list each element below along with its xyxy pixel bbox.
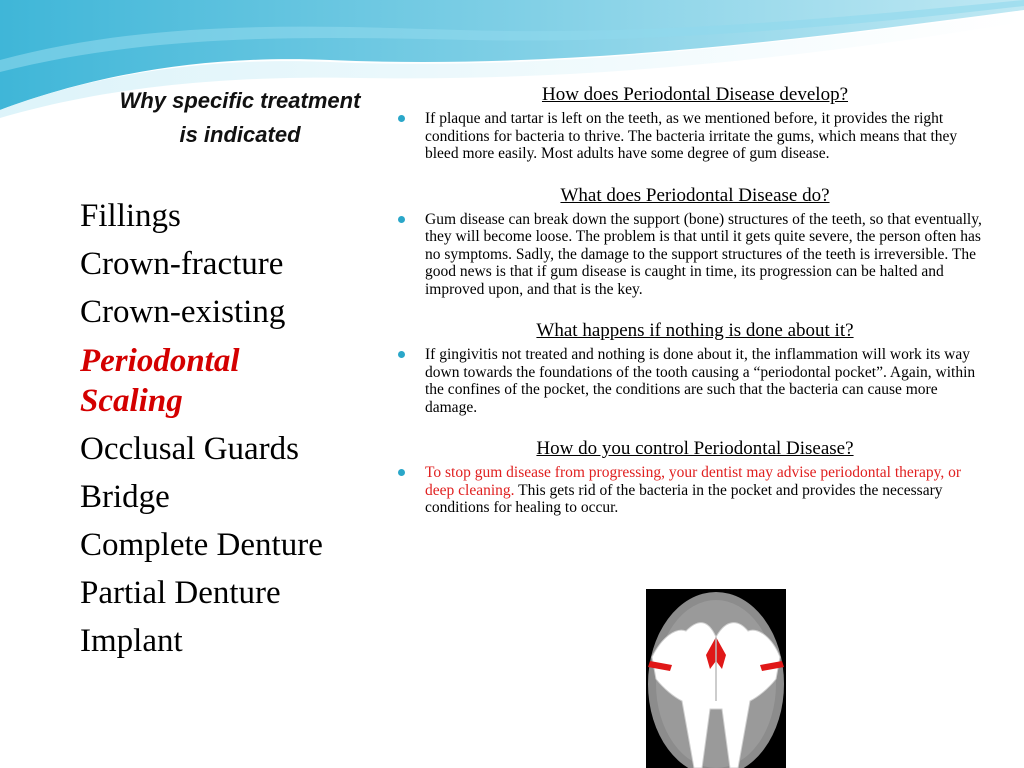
treatment-list <box>80 192 340 665</box>
section-paragraph <box>398 346 992 416</box>
section-heading: What happens if nothing is done about it? <box>536 320 854 341</box>
slide-title-line1: Why specific treatment <box>119 88 361 113</box>
treatment-item: Partial Denture <box>80 575 281 611</box>
paragraph-text: This gets rid of the bacteria in the pocket and provides the necessary conditions for healing to occur. <box>425 481 943 516</box>
section-heading: How does Periodontal Disease develop? <box>541 84 849 105</box>
bullet-icon <box>398 115 405 122</box>
section-heading: How do you control Periodontal Disease? <box>536 438 854 459</box>
molar-teeth-graphic <box>646 589 786 768</box>
treatment-item: Bridge <box>80 479 170 515</box>
treatment-item: Crown-existing <box>80 294 286 330</box>
treatment-item: Complete Denture <box>80 527 323 563</box>
paragraph-text: If gingivitis not treated and nothing is done about it, the inflammation will work its way down towards the foundations of the tooth causing a “periodontal pocket”. Again, within the confines of the pocket, the conditions are such that the bacteria can cause more damage. <box>425 346 976 416</box>
section-paragraph <box>398 211 992 299</box>
treatment-item: Occlusal Guards <box>80 431 300 467</box>
section-heading: What does Periodontal Disease do? <box>560 184 830 206</box>
slide-title-line2: is indicated <box>179 122 301 147</box>
bullet-icon <box>398 351 405 358</box>
paragraph-text: Gum disease can break down the support (bone) structures of the teeth, so that eventually, they will become loose. The problem is that until it gets quite severe, the person often has no symptoms. Sadly, the damage to the support structures of the teeth is irreversible. The good news is that if gum disease is caught in time, its progression can be halted and improved upon, and that is the key. <box>425 210 982 298</box>
bullet-icon <box>398 469 405 476</box>
paragraph-text-highlighted: To stop gum disease from progressing, your dentist may advise periodontal therapy, or deep cleaning. <box>425 464 961 499</box>
treatment-item-highlighted: Periodontal Scaling <box>80 343 240 419</box>
periodontal-info-column <box>398 84 992 539</box>
treatment-item: Crown-fracture <box>80 246 284 282</box>
section-paragraph <box>398 110 992 163</box>
tooth-illustration <box>646 589 786 768</box>
treatment-item: Implant <box>80 623 183 659</box>
paragraph-text: If plaque and tartar is left on the teeth, as we mentioned before, it provides the right conditions for bacteria to thrive. The bacteria irritate the gums, which means that they bleed more easily. Most adults have some degree of gum disease. <box>425 110 958 162</box>
slide-title <box>80 84 400 152</box>
section-paragraph <box>398 464 992 517</box>
bullet-icon <box>398 216 405 223</box>
treatment-item: Fillings <box>80 198 181 234</box>
